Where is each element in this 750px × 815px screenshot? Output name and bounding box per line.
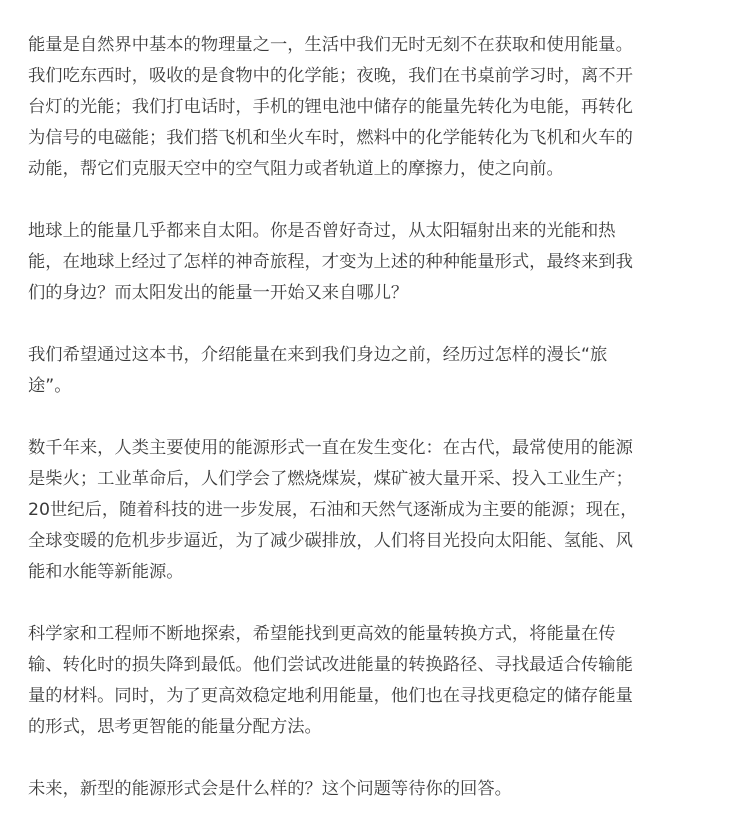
- text-line: 输、转化时的损失降到最低。他们尝试改进能量的转换路径、寻找最适合传输能: [28, 655, 633, 675]
- text-line: 全球变暖的危机步步逼近，为了减少碳排放，人们将目光投向太阳能、氢能、风: [28, 531, 633, 551]
- text-line: 科学家和工程师不断地探索，希望能找到更高效的能量转换方式，将能量在传: [28, 624, 616, 644]
- paragraph-energy-history: [28, 433, 724, 588]
- text-line: 未来，新型的能源形式会是什么样的？这个问题等待你的回答。: [28, 779, 512, 799]
- text-line: 能量是自然界中基本的物理量之一，生活中我们无时无刻不在获取和使用能量。: [28, 35, 633, 55]
- text-line: 动能，帮它们克服天空中的空气阻力或者轨道上的摩擦力，使之向前。: [28, 159, 564, 179]
- text-line: 我们希望通过这本书，介绍能量在来到我们身边之前，经历过怎样的漫长“旅: [28, 345, 608, 365]
- text-line: 能和水能等新能源。: [28, 562, 184, 582]
- text-line: 是柴火；工业革命后，人们学会了燃烧煤炭，煤矿被大量开采、投入工业生产；: [28, 469, 633, 489]
- text-line: 地球上的能量几乎都来自太阳。你是否曾好奇过，从太阳辐射出来的光能和热: [28, 221, 616, 241]
- article-body: [28, 30, 724, 805]
- text-line: 们的身边？而太阳发出的能量一开始又来自哪儿？: [28, 283, 409, 303]
- text-line: 途”。: [28, 376, 72, 396]
- text-line: 为信号的电磁能；我们搭飞机和坐火车时，燃料中的化学能转化为飞机和火车的: [28, 128, 633, 148]
- text-line: 能，在地球上经过了怎样的神奇旅程，才变为上述的种种能量形式，最终来到我: [28, 252, 633, 272]
- text-line: 量的材料。同时，为了更高效稳定地利用能量，他们也在寻找更稳定的储存能量: [28, 686, 633, 706]
- text-line: 我们吃东西时，吸收的是食物中的化学能；夜晚，我们在书桌前学习时，离不开: [28, 66, 633, 86]
- paragraph-energy-from-sun: [28, 216, 724, 309]
- paragraph-energy-in-daily-life: [28, 30, 724, 185]
- text-line: 台灯的光能；我们打电话时，手机的锂电池中储存的能量先转化为电能，再转化: [28, 97, 633, 117]
- text-line: 20世纪后，随着科技的进一步发展，石油和天然气逐渐成为主要的能源；现在，: [28, 500, 638, 520]
- paragraph-book-purpose: [28, 340, 724, 402]
- text-line: 的形式，思考更智能的能量分配方法。: [28, 717, 322, 737]
- paragraph-scientists-exploration: [28, 619, 724, 743]
- text-line: 数千年来，人类主要使用的能源形式一直在发生变化：在古代，最常使用的能源: [28, 438, 633, 458]
- paragraph-future-question: [28, 774, 724, 805]
